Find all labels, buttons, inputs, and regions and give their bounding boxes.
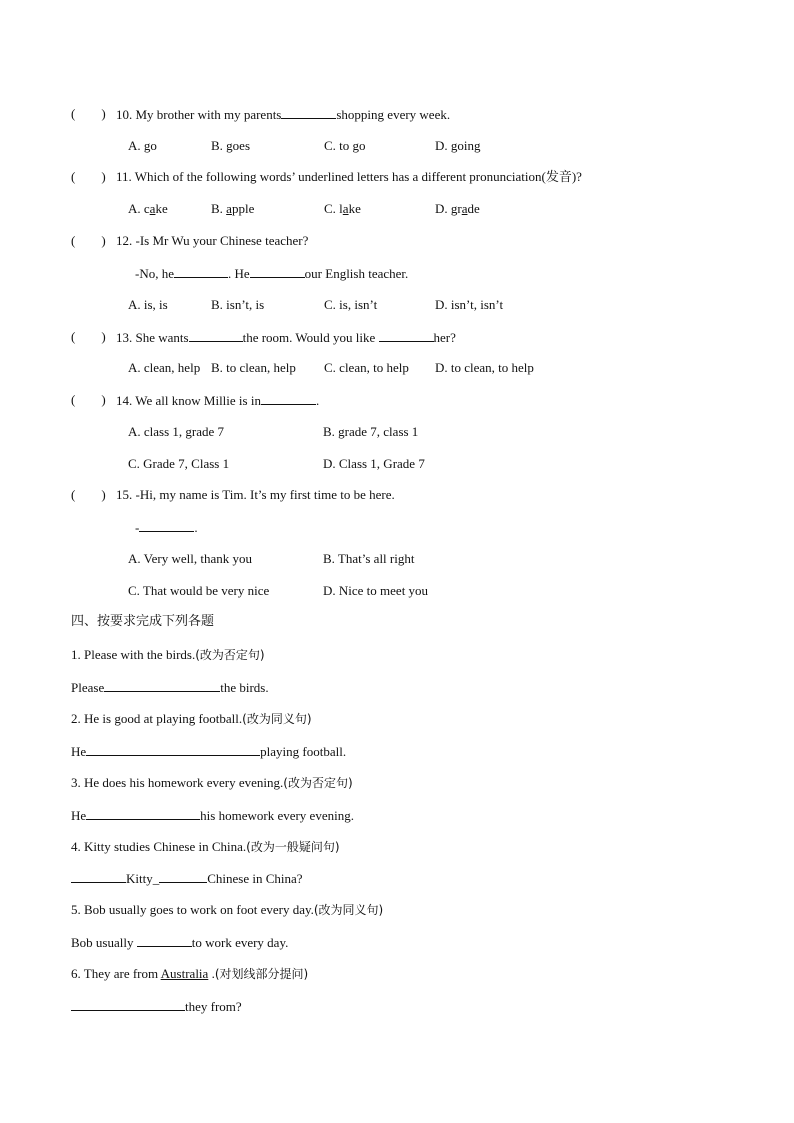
s4-question-5: 5. Bob usually goes to work on foot every day.(改为同义句) xyxy=(71,902,384,917)
q13-option-b[interactable]: B. to clean, help xyxy=(211,360,296,375)
s4-answer-5: Bob usually to work every day. xyxy=(71,935,289,950)
s4-answer-2: He playing football. xyxy=(71,744,347,759)
question-12-stem: 12. -Is Mr Wu your Chinese teacher? xyxy=(116,233,309,248)
underlined-word: Australia xyxy=(160,966,209,981)
s4-question-1: 1. Please with the birds.(改为否定句) xyxy=(71,647,265,662)
question-15-stem: 15. -Hi, my name is Tim. It’s my first time to be here. xyxy=(116,487,395,502)
answer-blank[interactable] xyxy=(86,743,260,756)
q14-option-d[interactable]: D. Class 1, Grade 7 xyxy=(323,456,425,471)
s4-answer-1: Please the birds. xyxy=(71,680,269,695)
answer-blank[interactable] xyxy=(159,870,207,883)
q14-option-b[interactable]: B. grade 7, class 1 xyxy=(323,424,419,439)
s4-answer-4: Kitty_ Chinese in China? xyxy=(71,870,303,887)
q12-option-a[interactable]: A. is, is xyxy=(128,297,168,312)
blank[interactable] xyxy=(189,329,243,342)
q12-option-c[interactable]: C. is, isn’t xyxy=(324,297,378,312)
question-14-stem: 14. We all know Millie is in . xyxy=(116,393,320,408)
q10-option-b[interactable]: B. goes xyxy=(211,138,250,153)
blank[interactable] xyxy=(281,106,336,119)
s4-answer-6: they from? xyxy=(71,998,242,1015)
q11-option-d[interactable]: D. grade xyxy=(435,201,480,216)
answer-paren-q14[interactable]: ( ) xyxy=(71,392,106,407)
s4-answer-3: He his homework every evening. xyxy=(71,808,354,823)
q12-option-d[interactable]: D. isn’t, isn’t xyxy=(435,297,504,312)
question-11-stem: 11. Which of the following words’ underlined letters has a different pronunciation(发音)? xyxy=(116,169,582,184)
answer-paren-q10[interactable]: ( ) xyxy=(71,106,106,121)
question-10-stem: 10. My brother with my parents shopping every week. xyxy=(116,107,451,122)
answer-blank[interactable] xyxy=(71,998,185,1011)
q13-option-d[interactable]: D. to clean, to help xyxy=(435,360,534,375)
question-12-response: -No, he . He our English teacher. xyxy=(135,266,409,281)
blank[interactable] xyxy=(139,519,194,532)
answer-blank[interactable] xyxy=(71,870,126,883)
answer-paren-q13[interactable]: ( ) xyxy=(71,329,106,344)
q11-option-a[interactable]: A. cake xyxy=(128,201,168,216)
blank[interactable] xyxy=(261,392,316,405)
q10-option-d[interactable]: D. going xyxy=(435,138,481,153)
q10-option-a[interactable]: A. go xyxy=(128,138,157,153)
answer-paren-q11[interactable]: ( ) xyxy=(71,169,106,184)
question-15-response: - . xyxy=(135,520,198,535)
answer-paren-q12[interactable]: ( ) xyxy=(71,233,106,248)
blank[interactable] xyxy=(174,265,228,278)
s4-question-4: 4. Kitty studies Chinese in China.(改为一般疑问句) xyxy=(71,839,340,854)
q14-option-c[interactable]: C. Grade 7, Class 1 xyxy=(128,456,230,471)
q13-option-a[interactable]: A. clean, help xyxy=(128,360,201,375)
s4-question-2: 2. He is good at playing football.(改为同义句) xyxy=(71,711,312,726)
q11-option-c[interactable]: C. lake xyxy=(324,201,361,216)
s4-question-3: 3. He does his homework every evening.(改为否定句) xyxy=(71,775,353,790)
answer-paren-q15[interactable]: ( ) xyxy=(71,487,106,502)
answer-blank[interactable] xyxy=(104,679,220,692)
q12-option-b[interactable]: B. isn’t, is xyxy=(211,297,265,312)
q15-option-b[interactable]: B. That’s all right xyxy=(323,551,415,566)
q14-option-a[interactable]: A. class 1, grade 7 xyxy=(128,424,225,439)
s4-question-6: 6. They are from Australia .(对划线部分提问) xyxy=(71,966,309,981)
question-13-stem: 13. She wants the room. Would you like her? xyxy=(116,330,456,345)
section-4-heading: 四、按要求完成下列各题 xyxy=(71,614,215,629)
q15-option-a[interactable]: A. Very well, thank you xyxy=(128,551,252,566)
q15-option-d[interactable]: D. Nice to meet you xyxy=(323,583,429,598)
q10-option-c[interactable]: C. to go xyxy=(324,138,366,153)
answer-blank[interactable] xyxy=(137,934,192,947)
answer-blank[interactable] xyxy=(86,807,200,820)
blank[interactable] xyxy=(379,329,434,342)
blank[interactable] xyxy=(250,265,305,278)
q15-option-c[interactable]: C. That would be very nice xyxy=(128,583,270,598)
q13-option-c[interactable]: C. clean, to help xyxy=(324,360,409,375)
q11-option-b[interactable]: B. apple xyxy=(211,201,255,216)
